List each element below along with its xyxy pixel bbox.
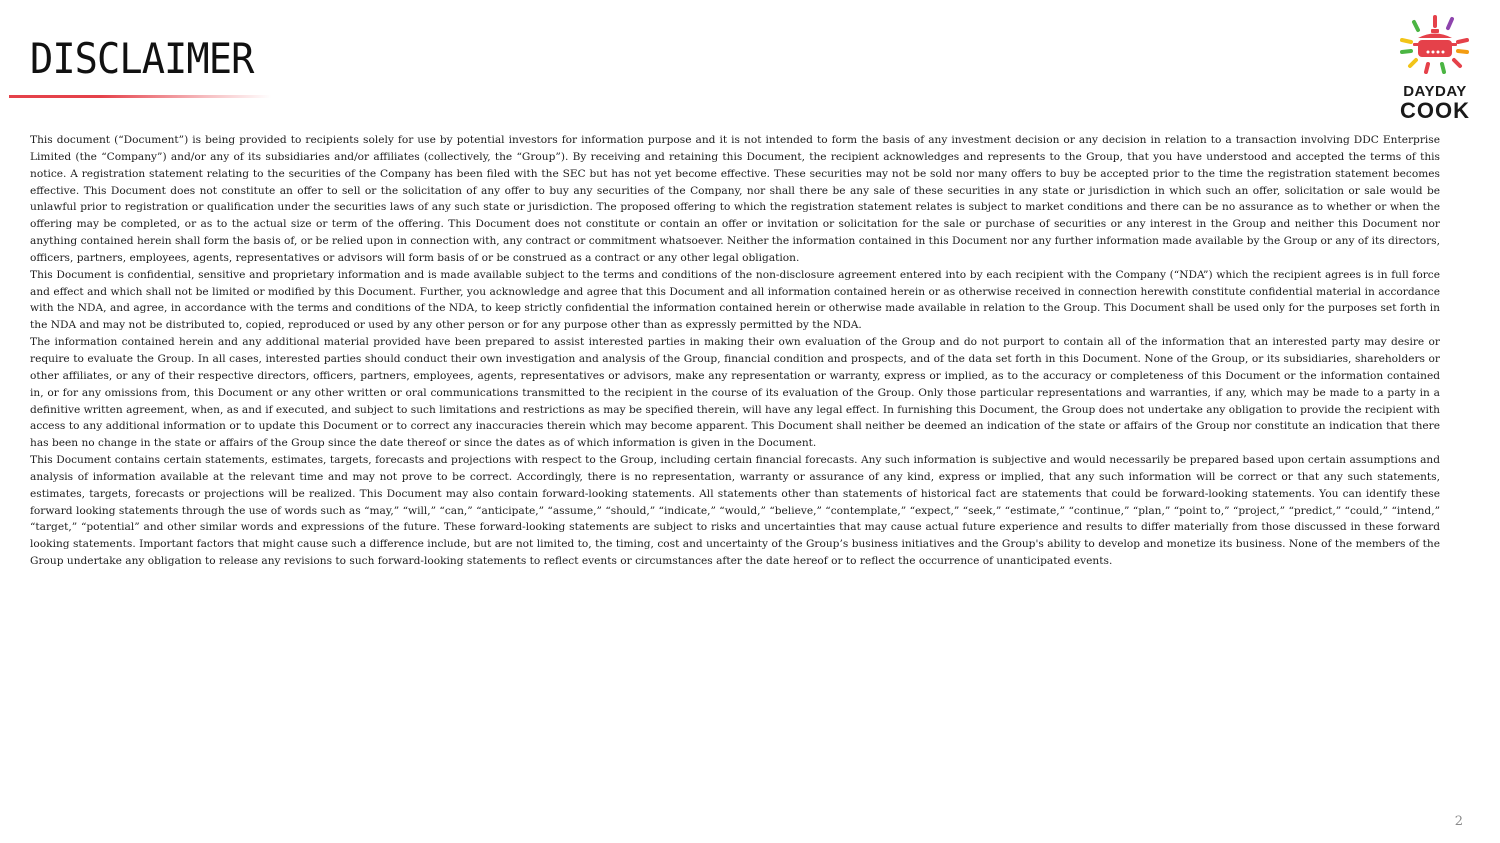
logo-text-line1: DAYDAY [1403, 83, 1467, 100]
disclaimer-body [30, 132, 1440, 570]
page-number: 2 [1454, 814, 1463, 829]
disclaimer-paragraph: This Document is confidential, sensitive and proprietary information and is made available subject to the terms and conditions of the non-disclosure agreement entered into by each recipient with the Company (“NDA”) which the recipient agrees is in full force and effect and which shall not be limited or modified by this Document. Further, you acknowledge and agree that this Document and all information contained herein or as otherwise received in connection herewith constitute confidential material in accordance with the NDA, and agree, in accordance with the terms and conditions of the NDA, to keep strictly confidential the information contained herein or otherwise made available in relation to the Group. This Document shall be used only for the purposes set forth in the NDA and may not be distributed to, copied, reproduced or used by any other person or for any purpose other than as expressly permitted by the NDA. [30, 268, 1440, 332]
logo-text-line2: COOK [1400, 98, 1470, 123]
dayday-cook-logo [1390, 14, 1480, 126]
disclaimer-paragraph: The information contained herein and any additional material provided have been prepared to assist interested parties in making their own evaluation of the Group and do not purport to contain all of the information that an interested party may desire or require to evaluate the Group. In all cases, interested parties should conduct their own investigation and analysis of the Group, financial condition and prospects, and of the data set forth in this Document. None of the Group, or its subsidiaries, shareholders or other affiliates, or any of their respective directors, officers, partners, employees, agents, representatives or advisors, make any representation or warranty, express or implied, as to the accuracy or completeness of this Document or the information contained in, or for any omissions from, this Document or any other written or oral communications transmitted to the recipient in the course of its evaluation of the Group. Only those particular representations and warranties, if any, which may be made to a party in a definitive written agreement, when, as and if executed, and subject to such limitations and restrictions as may be specified therein, will have any legal effect. In furnishing this Document, the Group does not undertake any obligation to provide the recipient with access to any additional information or to update this Document or to correct any inaccuracies therein which may become apparent. This Document shall neither be deemed an indication of the state or affairs of the Group nor constitute an indication that there has been no change in the state or affairs of the Group since the date thereof or since the dates as of which information is given in the Document. [30, 336, 1440, 450]
pot-sun-icon [1390, 14, 1480, 84]
disclaimer-paragraph: This document (“Document”) is being provided to recipients solely for use by potential investors for information purpose and it is not intended to form the basis of any investment decision or any decision in relation to a transaction involving DDC Enterprise Limited (the “Company”) and/or any of its subsidiaries and/or affiliates (collectively, the “Group”). By receiving and retaining this Document, the recipient acknowledges and represents to the Group, that you have understood and accepted the terms of this notice. A registration statement relating to the securities of the Company has been filed with the SEC but has not yet become effective. These securities may not be sold nor many offers to buy be accepted prior to the time the registration statement becomes effective. This Document does not constitute an offer to sell or the solicitation of any offer to buy any securities of the Company, nor shall there be any sale of these securities in any state or jurisdiction in which such an offer, solicitation or sale would be unlawful prior to registration or qualification under the securities laws of any such state or jurisdiction. The proposed offering to which the registration statement relates is subject to market conditions and there can be no assurance as to whether or when the offering may be completed, or as to the actual size or term of the offering. This Document does not constitute or contain an offer or invitation or solicitation for the sale or purchase of securities or any interest in the Group and neither this Document nor anything contained herein shall form the basis of, or be relied upon in connection with, any contract or commitment whatsoever. Neither the information contained in this Document nor any further information made available by the Group or any of its directors, officers, partners, employees, agents, representatives or advisors will form basis of or be construed as a contract or any other legal obligation. [30, 134, 1440, 264]
title-underline [9, 95, 271, 98]
page-title: DISCLAIMER [30, 34, 254, 83]
disclaimer-paragraph: This Document contains certain statements, estimates, targets, forecasts and projections with respect to the Group, including certain financial forecasts. Any such information is subjective and would necessarily be prepared based upon certain assumptions and analysis of information available at the relevant time and may not prove to be correct. Accordingly, there is no representation, warranty or assurance of any kind, express or implied, that any such information will be correct or that any such statements, estimates, targets, forecasts or projections will be realized. This Document may also contain forward-looking statements. All statements other than statements of historical fact are statements that could be forward-looking statements. You can identify these forward looking statements through the use of words such as “may,” “will,” “can,” “anticipate,” “assume,” “should,” “indicate,” “would,” “believe,” “contemplate,” “expect,” “seek,” “estimate,” “continue,” “plan,” “point to,” “project,” “predict,” “could,” “intend,” “target,” “potential” and other similar words and expressions of the future. These forward-looking statements are subject to risks and uncertainties that may cause actual future experience and results to differ materially from those discussed in these forward looking statements. Important factors that might cause such a difference include, but are not limited to, the timing, cost and uncertainty of the Group’s business initiatives and the Group's ability to develop and monetize its business. None of the members of the Group undertake any obligation to release any revisions to such forward-looking statements to reflect events or circumstances after the date hereof or to reflect the occurrence of unanticipated events. [30, 454, 1440, 568]
